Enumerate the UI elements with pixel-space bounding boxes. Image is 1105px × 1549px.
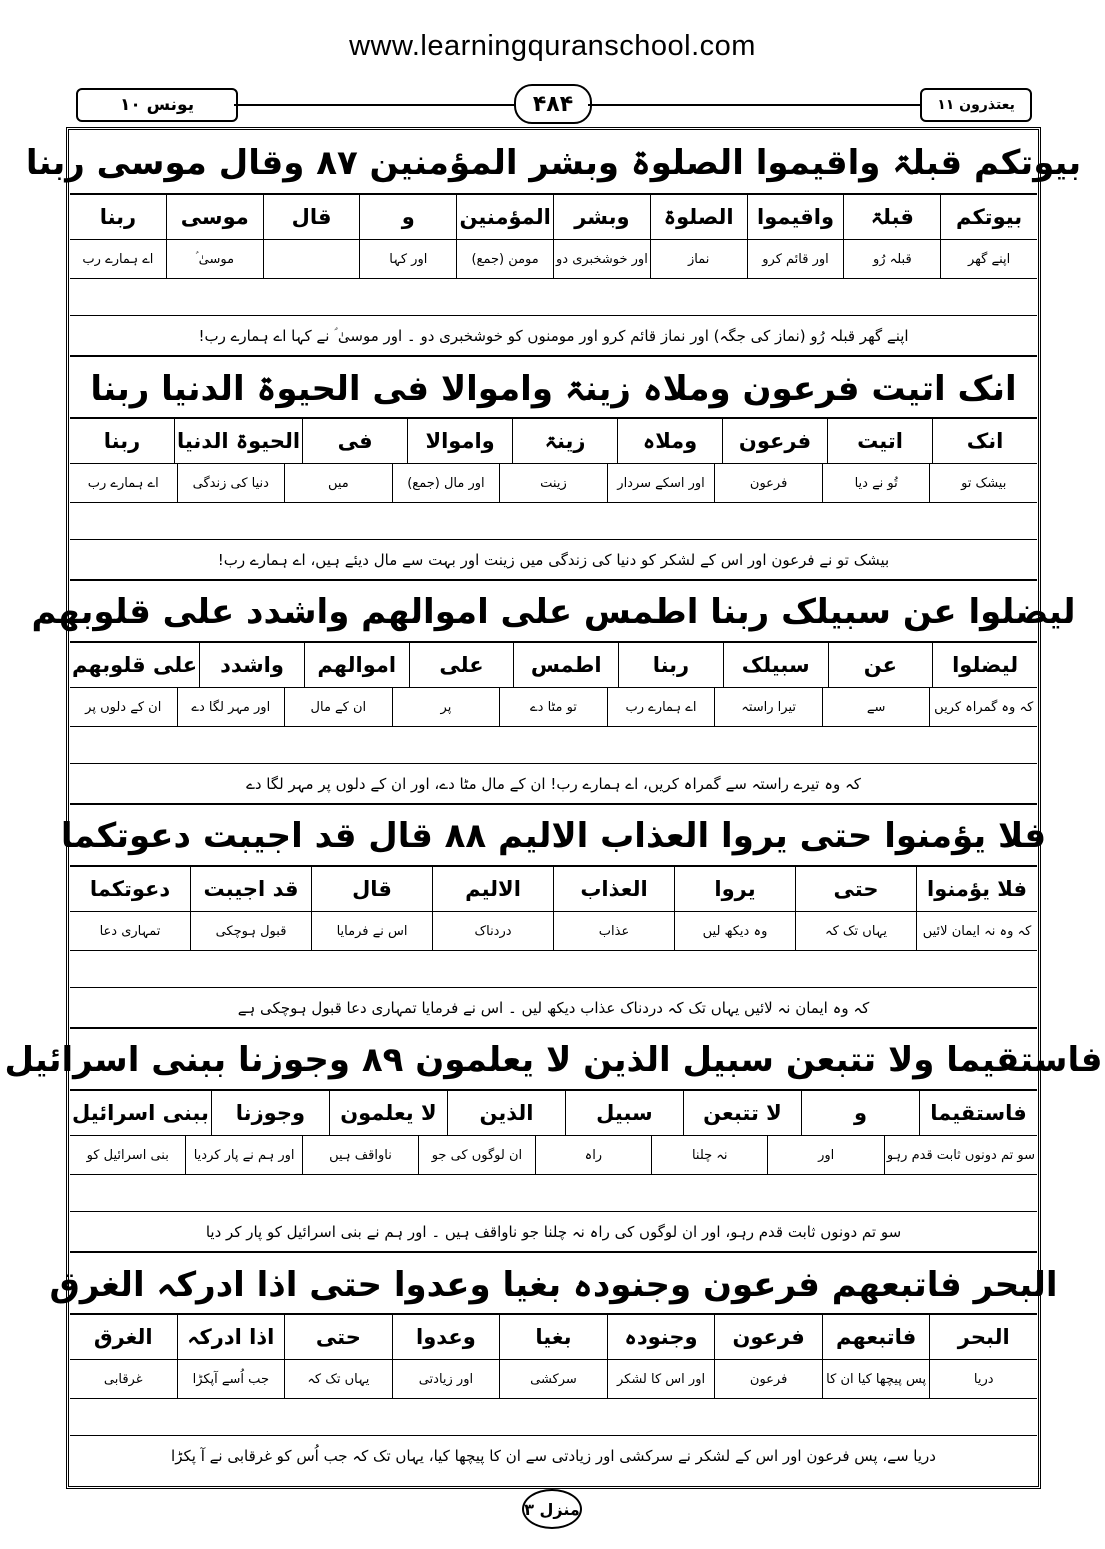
juz-name-label: یعتذرون ۱۱ [920, 88, 1032, 122]
word-grid [70, 1313, 1037, 1399]
word-cell: المؤمنین [456, 195, 553, 239]
word-cell: ربنا [103, 429, 141, 453]
meaning-cell: اور مہر لگا دے [177, 688, 285, 726]
word-cell: ربنا [99, 205, 137, 229]
translation-line: اپنے گھر قبلہ رُو (نماز کی جگہ) اور نماز قائم کرو اور مومنوں کو خوشخبری دو ۔ اور موسیٰ ؑ نے کہا اے ہمارے رب! [70, 315, 1037, 356]
translation-line: دریا سے، پس فرعون اور اس کے لشکر نے سرکشی اور زیادتی سے ان کا پیچھا کیا، یہاں تک کہ جب اُس کو غرقابی نے آ پکڑا [70, 1435, 1037, 1476]
meaning-cell [263, 240, 360, 278]
meaning-cell: دردناک [432, 912, 553, 950]
word-cell: عن [828, 643, 933, 687]
meaning-cell: ان کے دلوں پر [85, 699, 162, 715]
meaning-cell: سے [822, 688, 930, 726]
meaning-cell: اور زیادتی [392, 1360, 500, 1398]
word-cell: حتی [795, 867, 916, 911]
word-grid [70, 417, 1037, 503]
word-cell: ببنی اسرائیل [71, 1101, 209, 1125]
meaning-cell: اور ہم نے پار کردیا [185, 1136, 301, 1174]
meaning-cell: قبول ہوچکی [190, 912, 311, 950]
word-cell: العذاب [553, 867, 674, 911]
word-grid [70, 193, 1037, 279]
meaning-cell: پس پیچھا کیا ان کا [822, 1360, 930, 1398]
translation-line: کہ وہ تیرے راستہ سے گمراہ کریں، اے ہمارے رب! ان کے مال مٹا دے، اور ان کے دلوں پر مہر لگا دے [70, 763, 1037, 804]
meaning-cell: تُو نے دیا [822, 464, 930, 502]
content-area [4, 131, 1103, 1485]
meaning-cell: اور اس کا لشکر [607, 1360, 715, 1398]
meaning-cell: نماز [650, 240, 747, 278]
word-cell: لیضلوا [932, 643, 1037, 687]
meaning-cell: زینت [499, 464, 607, 502]
word-cell: موسی [166, 195, 263, 239]
meaning-cell: غرقابی [103, 1371, 143, 1387]
meaning-cell: اے ہمارے رب [82, 251, 154, 267]
word-cell: سبیل [565, 1091, 683, 1135]
word-cell: علی [409, 643, 514, 687]
word-cell: بغیا [499, 1315, 607, 1359]
word-cell: فرعون [722, 419, 827, 463]
word-cell: و [801, 1091, 919, 1135]
meaning-cell: تمہاری دعا [99, 923, 161, 939]
verse-line: البحر فاتبعھم فرعون وجنودہ بغیا وعدوا حتی اذا ادرکہ الغرق [70, 1251, 1037, 1315]
word-cell: قد اجیبت [190, 867, 311, 911]
meaning-row [70, 464, 1037, 503]
word-cell: قبلۃ [843, 195, 940, 239]
word-cell: و [359, 195, 456, 239]
word-grid [70, 641, 1037, 727]
meaning-cell: بنی اسرائیل کو [86, 1147, 169, 1163]
meaning-row [70, 240, 1037, 279]
meaning-cell: میں [284, 464, 392, 502]
meaning-cell: اس نے فرمایا [311, 912, 432, 950]
meaning-cell: وہ دیکھ لیں [674, 912, 795, 950]
word-cell: الذین [447, 1091, 565, 1135]
word-cell: الحیوۃ الدنیا [174, 419, 302, 463]
verse-line: فاستقیما ولا تتبعن سبیل الذین لا یعلمون ۸۹ وجوزنا ببنی اسرائیل [70, 1027, 1037, 1091]
translation-line: کہ وہ ایمان نہ لائیں یہاں تک کہ دردناک عذاب دیکھ لیں ۔ اس نے فرمایا تمہاری دعا قبول ہوچکی ہے [70, 987, 1037, 1028]
meaning-cell: قبلہ رُو [843, 240, 940, 278]
word-row [70, 195, 1037, 240]
verse-line: لیضلوا عن سبیلک ربنا اطمس علی اموالھم واشدد علی قلوبھم [70, 579, 1037, 643]
meaning-cell: اور خوشخبری دو [553, 240, 650, 278]
word-cell: یروا [674, 867, 795, 911]
word-row [70, 867, 1037, 912]
meaning-cell: تیرا راستہ [714, 688, 822, 726]
word-cell: اذا ادرکہ [177, 1315, 285, 1359]
meaning-cell: دریا [929, 1360, 1037, 1398]
meaning-cell: اور قائم کرو [747, 240, 844, 278]
meaning-cell: ناواقف ہیں [302, 1136, 418, 1174]
word-row [70, 419, 1037, 464]
meaning-cell: سرکشی [499, 1360, 607, 1398]
meaning-cell: یہاں تک کہ [284, 1360, 392, 1398]
meaning-cell: عذاب [553, 912, 674, 950]
word-row [70, 1315, 1037, 1360]
meaning-cell: اور [767, 1136, 883, 1174]
word-cell: قال [311, 867, 432, 911]
meaning-cell: راہ [535, 1136, 651, 1174]
word-cell: اطمس [513, 643, 618, 687]
header-rule-right [588, 104, 920, 106]
word-cell: فی [302, 419, 407, 463]
verse-line: انک اتیت فرعون وملاہ زینۃ واموالا فی الحیوۃ الدنیا ربنا [70, 355, 1037, 419]
translation-line: بیشک تو نے فرعون اور اس کے لشکر کو دنیا کی زندگی میں زینت اور بہت سے مال دیئے ہیں، اے ہمارے رب! [70, 539, 1037, 580]
meaning-cell: اور مال (جمع) [392, 464, 500, 502]
word-cell: وملاہ [617, 419, 722, 463]
manzil-badge: منزل ۳ [522, 1489, 582, 1529]
meaning-cell: اپنے گھر [940, 240, 1037, 278]
meaning-row [70, 1360, 1037, 1399]
meaning-cell: نہ چلنا [651, 1136, 767, 1174]
meaning-cell: کہ وہ نہ ایمان لائیں [916, 912, 1037, 950]
word-cell: واموالا [407, 419, 512, 463]
word-cell: اتیت [827, 419, 932, 463]
word-cell: حتی [284, 1315, 392, 1359]
word-cell: انک [932, 419, 1037, 463]
word-cell: فلا یؤمنوا [916, 867, 1037, 911]
meaning-cell: اے ہمارے رب [607, 688, 715, 726]
meaning-cell: دنیا کی زندگی [177, 464, 285, 502]
word-cell: سبیلک [723, 643, 828, 687]
meaning-cell: پر [392, 688, 500, 726]
meaning-cell: جب اُسے آپکڑا [177, 1360, 285, 1398]
word-cell: الصلوۃ [650, 195, 747, 239]
meaning-cell: بیشک تو [929, 464, 1037, 502]
word-cell: الالیم [432, 867, 553, 911]
word-cell: زینۃ [512, 419, 617, 463]
meaning-cell: اور کہا [359, 240, 456, 278]
word-cell: وبشر [553, 195, 650, 239]
word-cell: قال [263, 195, 360, 239]
word-cell: فاستقیما [919, 1091, 1037, 1135]
site-url[interactable]: www.learningquranschool.com [349, 30, 756, 62]
translation-line: سو تم دونوں ثابت قدم رہو، اور ان لوگوں کی راہ نہ چلنا جو ناواقف ہیں ۔ اور ہم نے بنی اسرائیل کو پار کر دیا [70, 1211, 1037, 1252]
word-cell: فاتبعھم [822, 1315, 930, 1359]
word-cell: الغرق [93, 1325, 153, 1349]
word-cell: وجوزنا [211, 1091, 329, 1135]
verse-line: بیوتکم قبلۃ واقیموا الصلوۃ وبشر المؤمنین ۸۷ وقال موسی ربنا [25, 142, 1082, 183]
meaning-cell: یہاں تک کہ [795, 912, 916, 950]
verse-line: فلا یؤمنوا حتی یروا العذاب الالیم ۸۸ قال قد اجیبت دعوتکما [70, 803, 1037, 867]
word-cell: دعوتکما [89, 877, 171, 901]
word-cell: ربنا [618, 643, 723, 687]
meaning-cell: مومن (جمع) [456, 240, 553, 278]
meaning-cell: اور اسکے سردار [607, 464, 715, 502]
meaning-cell: ان لوگوں کی جو [418, 1136, 534, 1174]
word-cell: اموالھم [304, 643, 409, 687]
meaning-cell: فرعون [714, 464, 822, 502]
header-rule-left [234, 104, 514, 106]
word-cell: لا یعلمون [329, 1091, 447, 1135]
word-cell: فرعون [714, 1315, 822, 1359]
meaning-row [70, 1136, 1037, 1175]
word-grid [70, 1089, 1037, 1175]
word-cell: واشدد [199, 643, 304, 687]
meaning-cell: سو تم دونوں ثابت قدم رہو [884, 1136, 1037, 1174]
meaning-row [70, 688, 1037, 727]
meaning-cell: فرعون [714, 1360, 822, 1398]
meaning-cell: تو مٹا دے [499, 688, 607, 726]
meaning-cell: ان کے مال [284, 688, 392, 726]
word-grid [70, 865, 1037, 951]
surah-name-label: یونس ۱۰ [76, 88, 238, 122]
word-cell: وجنودہ [607, 1315, 715, 1359]
word-cell: بیوتکم [940, 195, 1037, 239]
word-cell: لا تتبعن [683, 1091, 801, 1135]
meaning-row [70, 912, 1037, 951]
meaning-cell: کہ وہ گمراہ کریں [929, 688, 1037, 726]
word-cell: علی قلوبھم [71, 653, 198, 677]
word-row [70, 643, 1037, 688]
meaning-cell: اے ہمارے رب [87, 475, 159, 491]
word-row [70, 1091, 1037, 1136]
word-cell: البحر [929, 1315, 1037, 1359]
page-number: ۴۸۴ [514, 84, 592, 124]
word-cell: واقیموا [747, 195, 844, 239]
word-cell: وعدوا [392, 1315, 500, 1359]
meaning-cell: موسیٰ ؑ [166, 240, 263, 278]
